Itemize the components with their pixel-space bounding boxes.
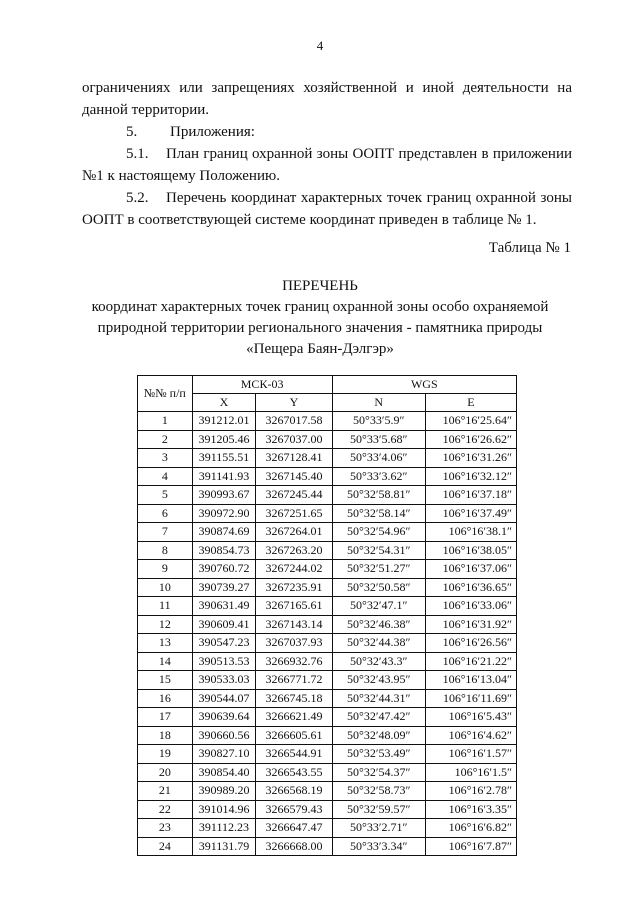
section-5-number: 5. xyxy=(126,124,138,140)
x-cell: 391212.01 xyxy=(192,412,256,431)
y-cell: 3266668.00 xyxy=(256,837,332,856)
page-number: 4 xyxy=(316,38,324,53)
e-cell: 106°16′36.65″ xyxy=(425,578,516,597)
x-cell: 390993.67 xyxy=(192,486,256,505)
y-cell: 3267264.01 xyxy=(256,523,332,542)
n-cell: 50°32′50.58″ xyxy=(332,578,425,597)
table-row xyxy=(138,689,517,708)
e-cell: 106°16′1.5″ xyxy=(425,763,516,782)
column-header-n: N xyxy=(332,394,425,412)
point-number-cell: 23 xyxy=(138,819,193,838)
table-row xyxy=(138,671,517,690)
e-cell: 106°16′31.92″ xyxy=(425,615,516,634)
n-cell: 50°33′2.71″ xyxy=(332,819,425,838)
point-number-cell: 4 xyxy=(138,467,193,486)
item-5-2-line2: ООПТ в соответствующей системе координат приведен в таблице № 1. xyxy=(82,212,537,228)
table-row xyxy=(138,486,517,505)
y-cell: 3267244.02 xyxy=(256,560,332,579)
table-row xyxy=(138,819,517,838)
point-number-cell: 24 xyxy=(138,837,193,856)
e-cell: 106°16′26.62″ xyxy=(425,430,516,449)
table-row xyxy=(138,449,517,468)
e-cell: 106°16′37.49″ xyxy=(425,504,516,523)
e-cell: 106°16′3.35″ xyxy=(425,800,516,819)
y-cell: 3267128.41 xyxy=(256,449,332,468)
e-cell: 106°16′21.22″ xyxy=(425,652,516,671)
item-5-2-number: 5.2. xyxy=(126,190,149,206)
heading-line3: «Пещера Баян-Дэлгэр» xyxy=(246,341,394,357)
e-cell: 106°16′33.06″ xyxy=(425,597,516,616)
table-row xyxy=(138,837,517,856)
x-cell: 390544.07 xyxy=(192,689,256,708)
e-cell: 106°16′32.12″ xyxy=(425,467,516,486)
point-number-cell: 22 xyxy=(138,800,193,819)
point-number-cell: 2 xyxy=(138,430,193,449)
e-cell: 106°16′2.78″ xyxy=(425,782,516,801)
section-5-heading xyxy=(82,121,572,143)
column-group-msk03: МСК-03 xyxy=(192,376,332,394)
y-cell: 3266621.49 xyxy=(256,708,332,727)
y-cell: 3266544.91 xyxy=(256,745,332,764)
table-row xyxy=(138,800,517,819)
heading-line2: природной территории регионального значения - памятника природы xyxy=(97,320,543,336)
table-row xyxy=(138,615,517,634)
x-cell: 390874.69 xyxy=(192,523,256,542)
point-number-cell: 8 xyxy=(138,541,193,560)
e-cell: 106°16′6.82″ xyxy=(425,819,516,838)
point-number-cell: 13 xyxy=(138,634,193,653)
y-cell: 3266605.61 xyxy=(256,726,332,745)
point-number-cell: 6 xyxy=(138,504,193,523)
e-cell: 106°16′5.43″ xyxy=(425,708,516,727)
table-row xyxy=(138,745,517,764)
y-cell: 3267143.14 xyxy=(256,615,332,634)
x-cell: 390513.53 xyxy=(192,652,256,671)
n-cell: 50°32′47.1″ xyxy=(332,597,425,616)
table-row xyxy=(138,541,517,560)
paragraph-continuation-line2: данной территории. xyxy=(82,102,210,118)
x-cell: 390547.23 xyxy=(192,634,256,653)
x-cell: 391141.93 xyxy=(192,467,256,486)
n-cell: 50°32′44.31″ xyxy=(332,689,425,708)
n-cell: 50°32′43.3″ xyxy=(332,652,425,671)
x-cell: 390827.10 xyxy=(192,745,256,764)
item-5-1-number: 5.1. xyxy=(126,146,149,162)
x-cell: 390760.72 xyxy=(192,560,256,579)
heading-line1: координат характерных точек границ охранной зоны особо охраняемой xyxy=(91,299,549,315)
n-cell: 50°32′54.96″ xyxy=(332,523,425,542)
table-row xyxy=(138,708,517,727)
section-5-title: Приложения: xyxy=(170,124,255,140)
table-row xyxy=(138,523,517,542)
x-cell: 391205.46 xyxy=(192,430,256,449)
x-cell: 390631.49 xyxy=(192,597,256,616)
e-cell: 106°16′4.62″ xyxy=(425,726,516,745)
item-5-2-line1 xyxy=(82,187,572,209)
coordinates-table-body xyxy=(138,412,517,856)
y-cell: 3266543.55 xyxy=(256,763,332,782)
y-cell: 3267235.91 xyxy=(256,578,332,597)
column-group-wgs: WGS xyxy=(332,376,516,394)
x-cell: 391112.23 xyxy=(192,819,256,838)
point-number-cell: 5 xyxy=(138,486,193,505)
y-cell: 3266568.19 xyxy=(256,782,332,801)
n-cell: 50°33′3.34″ xyxy=(332,837,425,856)
table-row xyxy=(138,504,517,523)
table-row xyxy=(138,467,517,486)
y-cell: 3266745.18 xyxy=(256,689,332,708)
column-header-y: Y xyxy=(256,394,332,412)
item-5-2-text: Перечень координат характерных точек границ охранной зоны xyxy=(166,190,572,206)
point-number-cell: 14 xyxy=(138,652,193,671)
point-number-cell: 16 xyxy=(138,689,193,708)
x-cell: 390639.64 xyxy=(192,708,256,727)
n-cell: 50°32′54.31″ xyxy=(332,541,425,560)
x-cell: 390660.56 xyxy=(192,726,256,745)
point-number-cell: 17 xyxy=(138,708,193,727)
e-cell: 106°16′26.56″ xyxy=(425,634,516,653)
table-row xyxy=(138,412,517,431)
point-number-cell: 11 xyxy=(138,597,193,616)
n-cell: 50°32′44.38″ xyxy=(332,634,425,653)
n-cell: 50°32′58.73″ xyxy=(332,782,425,801)
x-cell: 390854.40 xyxy=(192,763,256,782)
point-number-cell: 19 xyxy=(138,745,193,764)
x-cell: 391155.51 xyxy=(192,449,256,468)
point-number-cell: 1 xyxy=(138,412,193,431)
y-cell: 3267263.20 xyxy=(256,541,332,560)
e-cell: 106°16′1.57″ xyxy=(425,745,516,764)
table-row xyxy=(138,782,517,801)
x-cell: 390739.27 xyxy=(192,578,256,597)
coordinates-table xyxy=(137,375,517,856)
n-cell: 50°32′51.27″ xyxy=(332,560,425,579)
column-header-number: №№ п/п xyxy=(138,376,193,412)
point-number-cell: 9 xyxy=(138,560,193,579)
e-cell: 106°16′7.87″ xyxy=(425,837,516,856)
e-cell: 106°16′11.69″ xyxy=(425,689,516,708)
item-5-1-text: План границ охранной зоны ООПТ представлен в приложении xyxy=(166,146,572,162)
e-cell: 106°16′25.64″ xyxy=(425,412,516,431)
e-cell: 106°16′38.1″ xyxy=(425,523,516,542)
point-number-cell: 3 xyxy=(138,449,193,468)
y-cell: 3267251.65 xyxy=(256,504,332,523)
heading-title: ПЕРЕЧЕНЬ xyxy=(282,278,358,294)
point-number-cell: 10 xyxy=(138,578,193,597)
table-row xyxy=(138,726,517,745)
table-row xyxy=(138,652,517,671)
n-cell: 50°33′3.62″ xyxy=(332,467,425,486)
table-row xyxy=(138,763,517,782)
y-cell: 3267037.00 xyxy=(256,430,332,449)
n-cell: 50°33′5.9″ xyxy=(332,412,425,431)
n-cell: 50°32′53.49″ xyxy=(332,745,425,764)
y-cell: 3267037.93 xyxy=(256,634,332,653)
n-cell: 50°32′47.42″ xyxy=(332,708,425,727)
y-cell: 3267245.44 xyxy=(256,486,332,505)
x-cell: 390533.03 xyxy=(192,671,256,690)
y-cell: 3266579.43 xyxy=(256,800,332,819)
item-5-1-line2: №1 к настоящему Положению. xyxy=(82,168,280,184)
e-cell: 106°16′37.06″ xyxy=(425,560,516,579)
table-row xyxy=(138,634,517,653)
e-cell: 106°16′38.05″ xyxy=(425,541,516,560)
e-cell: 106°16′31.26″ xyxy=(425,449,516,468)
item-5-1-line1 xyxy=(82,143,572,165)
y-cell: 3267165.61 xyxy=(256,597,332,616)
x-cell: 390609.41 xyxy=(192,615,256,634)
column-header-e: E xyxy=(425,394,516,412)
point-number-cell: 20 xyxy=(138,763,193,782)
x-cell: 391131.79 xyxy=(192,837,256,856)
paragraph-continuation-line1: ограничениях или запрещениях хозяйственной и иной деятельности на xyxy=(82,80,572,96)
n-cell: 50°32′48.09″ xyxy=(332,726,425,745)
table-row xyxy=(138,597,517,616)
n-cell: 50°32′59.57″ xyxy=(332,800,425,819)
table-row xyxy=(138,430,517,449)
y-cell: 3266932.76 xyxy=(256,652,332,671)
x-cell: 391014.96 xyxy=(192,800,256,819)
point-number-cell: 7 xyxy=(138,523,193,542)
n-cell: 50°32′58.14″ xyxy=(332,504,425,523)
y-cell: 3266771.72 xyxy=(256,671,332,690)
x-cell: 390989.20 xyxy=(192,782,256,801)
table-row xyxy=(138,578,517,597)
y-cell: 3266647.47 xyxy=(256,819,332,838)
column-header-x: X xyxy=(192,394,256,412)
e-cell: 106°16′13.04″ xyxy=(425,671,516,690)
x-cell: 390854.73 xyxy=(192,541,256,560)
n-cell: 50°32′43.95″ xyxy=(332,671,425,690)
n-cell: 50°33′5.68″ xyxy=(332,430,425,449)
y-cell: 3267145.40 xyxy=(256,467,332,486)
y-cell: 3267017.58 xyxy=(256,412,332,431)
point-number-cell: 15 xyxy=(138,671,193,690)
e-cell: 106°16′37.18″ xyxy=(425,486,516,505)
n-cell: 50°32′58.81″ xyxy=(332,486,425,505)
x-cell: 390972.90 xyxy=(192,504,256,523)
n-cell: 50°33′4.06″ xyxy=(332,449,425,468)
point-number-cell: 21 xyxy=(138,782,193,801)
table-row xyxy=(138,560,517,579)
point-number-cell: 12 xyxy=(138,615,193,634)
n-cell: 50°32′54.37″ xyxy=(332,763,425,782)
table-label: Таблица № 1 xyxy=(488,240,571,256)
n-cell: 50°32′46.38″ xyxy=(332,615,425,634)
point-number-cell: 18 xyxy=(138,726,193,745)
